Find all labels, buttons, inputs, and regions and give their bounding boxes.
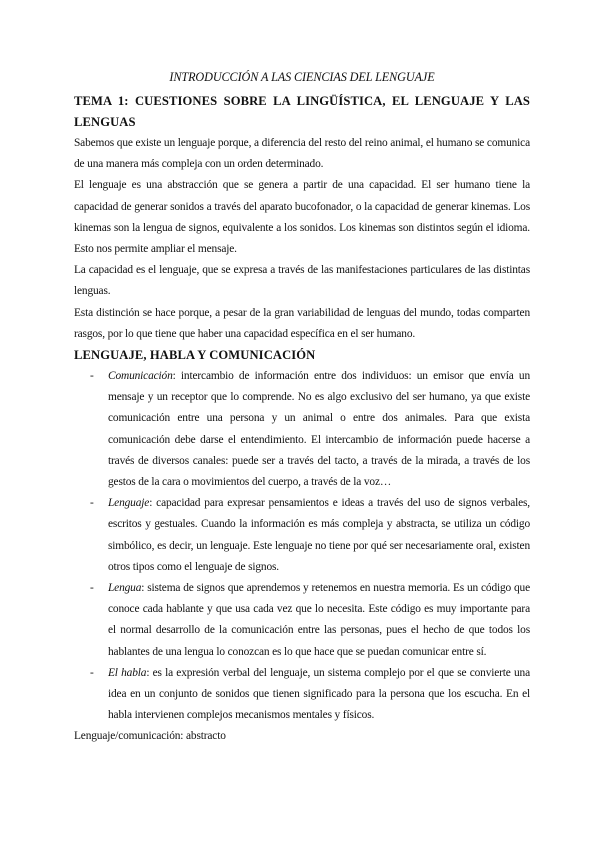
bullet-dash: - [90,370,94,383]
definition-text [108,366,530,493]
definition-term: Lenguaje [108,497,150,510]
list-item [74,663,530,727]
definition-term: El habla [108,666,147,679]
section-heading: LENGUAJE, HABLA Y COMUNICACIÓN [74,348,316,363]
paragraph: La capacidad es el lenguaje, que se expresa a través de las manifestaciones particulares de las distintas lenguas. [74,264,530,298]
bullet-dash: - [90,582,94,595]
paragraph: Esta distinción se hace porque, a pesar de la gran variabilidad de lenguas del mundo, todas comparten rasgos, por lo que tiene que haber una capacidad específica en el ser humano. [74,306,530,340]
definition-body: : capacidad para expresar pensamientos e ideas a través del uso de signos verbales, escritos y gestuales. Cuando la información es más compleja y abstracta, se utiliza un código simbólico, es decir, un lenguaje. Este lenguaje no tiene por qué ser necesariamente oral, existen otros tipos como el lenguaje de signos. [108,497,530,573]
document-title: INTRODUCCIÓN A LAS CIENCIAS DEL LENGUAJE [169,70,435,84]
list-item [74,493,530,578]
definition-text [108,493,530,578]
closing-line: Lenguaje/comunicación: abstracto [74,730,226,743]
definition-text [108,578,530,663]
definition-term: Lengua [108,582,142,595]
definition-text [108,663,530,727]
list-item [74,578,530,663]
list-item [74,366,530,493]
paragraph: El lenguaje es una abstracción que se genera a partir de una capacidad. El ser humano tiene la capacidad de generar sonidos a través del aparato bucofonador, o la capacidad de generar kinemas. Los kinemas son la lengua de signos, equivalente a los sonidos. Los kinemas son distintos según el idioma. Esto nos permite ampliar el mensaje. [74,179,530,256]
bullet-dash: - [90,497,94,510]
paragraph: Sabemos que existe un lenguaje porque, a diferencia del resto del reino animal, el humano se comunica de una manera más compleja con un orden determinado. [74,137,530,171]
definition-body: : es la expresión verbal del lenguaje, un sistema complejo por el que se convierte una idea en un conjunto de sonidos que tienen significado para la persona que los escucha. En el habla intervienen complejos mecanismos mentales y físicos. [108,666,530,722]
definition-list [74,366,530,726]
bullet-dash: - [90,666,94,679]
definition-term: Comunicación [108,370,173,383]
document-page [74,68,530,748]
definition-body: : intercambio de información entre dos individuos: un emisor que envía un mensaje y un receptor que lo comprende. No es algo exclusivo del ser humano, ya que existe comunicación entre una persona y un animal o entre dos animales. Para que exista comunicación debe darse el entendimiento. El intercambio de información puede hacerse a través de diversos canales: puede ser a través del tacto, a través de la mirada, a través de los gestos de la cara o movimientos del cuerpo, a través de la voz… [108,370,530,489]
definition-body: : sistema de signos que aprendemos y retenemos en nuestra memoria. Es un código que conoce cada hablante y que usa cada vez que lo necesita. Este código es muy importante para el normal desarrollo de la comunicación entre las personas, pues el hecho de que todos los hablantes de una lengua lo conozcan es lo que hace que se puedan comunicar entre sí. [108,582,530,658]
topic-heading: TEMA 1: CUESTIONES SOBRE LA LINGÜÍSTICA, EL LENGUAJE Y LAS LENGUAS [74,94,530,129]
